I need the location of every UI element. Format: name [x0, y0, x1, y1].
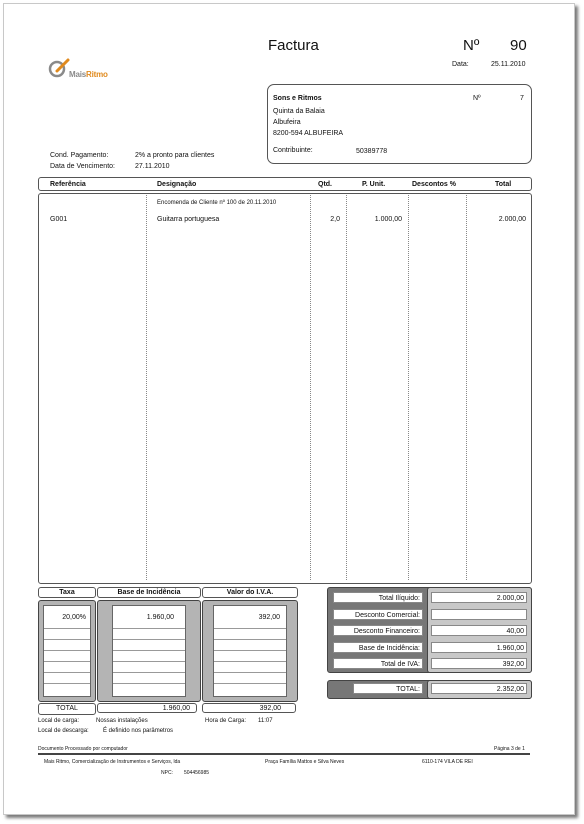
unload-place-value: É definido nos parâmetros	[103, 728, 174, 734]
header-reference: Referência	[50, 181, 86, 188]
column-divider	[408, 195, 409, 580]
company-logo-icon	[48, 58, 70, 78]
page-indicator: Página 3 de 1	[494, 746, 525, 752]
company-logo-text: MaisRitmo	[69, 70, 108, 79]
due-date-value: 27.11.2010	[135, 163, 170, 170]
header-discounts: Descontos %	[412, 181, 456, 188]
document-title: Factura	[268, 37, 319, 54]
load-place-value: Nossas instalações	[96, 718, 148, 724]
header-quantity: Qtd.	[318, 181, 332, 188]
footer-divider	[38, 753, 530, 755]
due-date-label: Data de Vencimento:	[50, 163, 115, 170]
client-number-label: Nº	[473, 95, 481, 102]
summary-value: 2.000,00	[431, 592, 527, 603]
document-date: 25.11.2010	[491, 61, 526, 68]
document-number-label: Nº	[463, 37, 480, 54]
header-unit-price: P. Unit.	[362, 181, 386, 188]
summary-label: Total de IVA:	[333, 658, 423, 669]
column-divider	[466, 195, 467, 580]
footer-company: Mais Ritmo, Comercialização de Instrumentos e Serviços, lda	[44, 759, 181, 765]
grand-total-label: TOTAL:	[353, 683, 423, 694]
document-number: 90	[510, 37, 527, 54]
items-table-body	[38, 193, 532, 584]
footer-npc-label: NPC:	[161, 770, 173, 776]
tax-vat-value: 392,00	[258, 614, 280, 621]
column-divider	[146, 195, 147, 580]
client-address-line-1: Quinta da Balaia	[273, 108, 325, 115]
processed-note: Documento Processado por computador	[38, 746, 128, 752]
date-label: Data:	[452, 61, 469, 68]
tax-total-label: TOTAL	[38, 703, 96, 715]
footer-street: Praça Família Mattos e Silva Neves	[265, 759, 345, 765]
load-place-label: Local de carga:	[38, 718, 80, 724]
tax-header-base: Base de Incidência	[97, 587, 201, 598]
summary-label: Total Ilíquido:	[333, 592, 423, 603]
client-address-line-3: 8200-594 ALBUFEIRA	[273, 130, 344, 137]
grand-total-value: 2.352,00	[431, 683, 527, 694]
summary-label: Desconto Financeiro:	[333, 625, 423, 636]
summary-label: Base de Incidência:	[333, 642, 423, 653]
header-designation: Designação	[157, 181, 197, 188]
tax-total-vat: 392,00	[202, 703, 296, 713]
table-row-total: 2.000,00	[498, 216, 526, 223]
summary-value: 1.960,00	[431, 642, 527, 653]
footer-postal: 6110-174 VILA DE REI	[422, 759, 473, 765]
table-row-reference: G001	[50, 216, 68, 223]
load-time-label: Hora de Carga:	[205, 718, 247, 724]
summary-value	[431, 609, 527, 620]
header-total: Total	[495, 181, 512, 188]
tax-header-rate: Taxa	[38, 587, 96, 598]
tax-header-vat: Valor do I.V.A.	[202, 587, 298, 598]
client-tax-label: Contribuinte:	[273, 147, 313, 154]
table-row-designation: Guitarra portuguesa	[157, 216, 220, 223]
tax-rate-value: 20,00%	[62, 614, 86, 621]
load-time-value: 11:07	[258, 718, 273, 724]
tax-base-value: 1.960,00	[146, 614, 174, 621]
column-divider	[346, 195, 347, 580]
table-row-quantity: 2,0	[330, 216, 340, 223]
footer-npc-value: 504456985	[184, 770, 210, 776]
client-number: 7	[520, 95, 524, 102]
payment-terms-value: 2% a pronto para clientes	[135, 152, 215, 159]
unload-place-label: Local de descarga:	[38, 728, 89, 734]
client-tax-id: 50389778	[356, 148, 388, 155]
summary-value: 40,00	[431, 625, 527, 636]
tax-total-base: 1.960,00	[97, 703, 197, 713]
client-name: Sons e Ritmos	[273, 95, 322, 102]
order-note: Encomenda de Cliente nº 100 de 20.11.2010	[157, 200, 277, 206]
table-row-unit-price: 1.000,00	[374, 216, 402, 223]
summary-label: Desconto Comercial:	[333, 609, 423, 620]
items-table-header	[38, 177, 532, 191]
column-divider	[310, 195, 311, 580]
summary-value: 392,00	[431, 658, 527, 669]
client-address-line-2: Albufeira	[273, 119, 301, 126]
payment-terms-label: Cond. Pagamento:	[50, 152, 109, 159]
